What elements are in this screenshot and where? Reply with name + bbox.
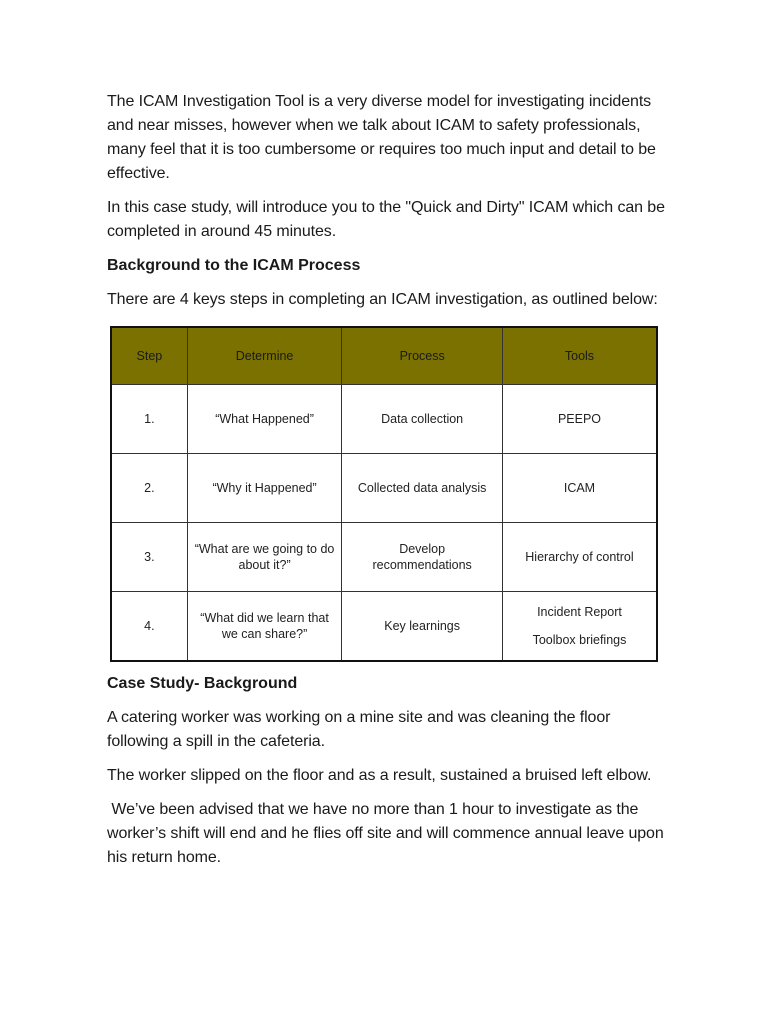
header-determine: Determine [187, 327, 342, 385]
header-tools: Tools [502, 327, 657, 385]
determine-cell: “What Happened” [187, 385, 342, 454]
process-cell: Develop recommendations [342, 523, 503, 592]
table-header-row [111, 327, 657, 385]
step-cell: 2. [111, 454, 187, 523]
determine-cell: “What did we learn that we can share?” [187, 592, 342, 662]
tool-item: PEEPO [557, 412, 602, 426]
determine-cell: “Why it Happened” [187, 454, 342, 523]
section-heading-background: Background to the ICAM Process [107, 257, 361, 274]
intro-paragraph-2: In this case study, will introduce you to the "Quick and Dirty" ICAM which can be completed in around 45 minutes. [107, 199, 665, 240]
tool-item: Hierarchy of control [525, 550, 634, 564]
tools-cell [502, 592, 657, 662]
header-step: Step [111, 327, 187, 385]
tools-cell [502, 385, 657, 454]
table-row [111, 592, 657, 662]
icam-steps-table-wrapper [110, 326, 660, 662]
step-cell: 3. [111, 523, 187, 592]
icam-steps-table [110, 326, 658, 662]
step-cell: 1. [111, 385, 187, 454]
process-cell: Key learnings [342, 592, 503, 662]
tool-item: Toolbox briefings [532, 633, 627, 647]
process-cell: Collected data analysis [342, 454, 503, 523]
table-row [111, 385, 657, 454]
steps-intro-paragraph: There are 4 keys steps in completing an ICAM investigation, as outlined below: [107, 291, 658, 308]
table-row [111, 454, 657, 523]
tool-item: ICAM [563, 481, 596, 495]
case-paragraph-3: We’ve been advised that we have no more than 1 hour to investigate as the worker’s shift will end and he flies off site and will commence annual leave upon his return home. [107, 801, 669, 866]
tools-cell [502, 523, 657, 592]
table-row [111, 523, 657, 592]
determine-cell: “What are we going to do about it?” [187, 523, 342, 592]
header-process: Process [342, 327, 503, 385]
case-paragraph-1: A catering worker was working on a mine site and was cleaning the floor following a spill in the cafeteria. [107, 709, 611, 750]
intro-paragraph-1: The ICAM Investigation Tool is a very diverse model for investigating incidents and near misses, however when we talk about ICAM to safety professionals, many feel that it is too cumbersome or requires too much input and detail to be effective. [107, 93, 656, 182]
tool-item: Incident Report [537, 605, 622, 619]
document-page [107, 90, 667, 880]
case-paragraph-2: The worker slipped on the floor and as a result, sustained a bruised left elbow. [107, 767, 652, 784]
section-heading-case-study: Case Study- Background [107, 675, 298, 692]
step-cell: 4. [111, 592, 187, 662]
tools-cell [502, 454, 657, 523]
process-cell: Data collection [342, 385, 503, 454]
